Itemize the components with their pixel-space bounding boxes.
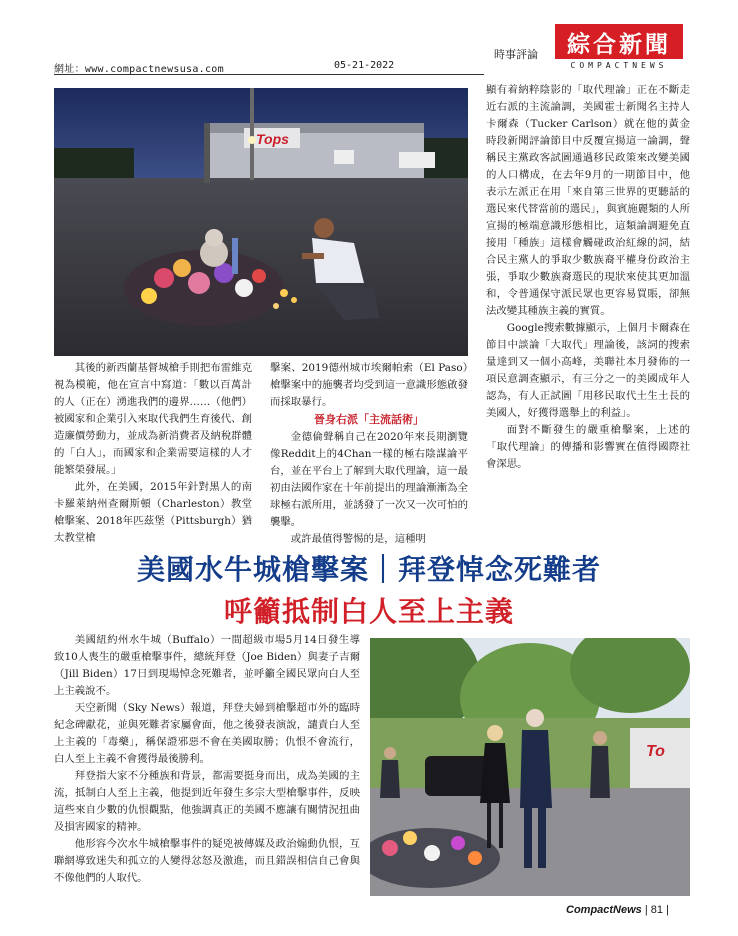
headline-line-1: 美國水牛城槍擊案｜拜登悼念死難者 bbox=[136, 553, 601, 586]
logo-title: 綜合新聞 bbox=[567, 32, 671, 58]
biden-photo-illustration bbox=[370, 638, 690, 896]
website-url: 網址：www.compactnewsusa.com bbox=[54, 64, 224, 75]
paragraph: 天空新聞（Sky News）報道，拜登夫婦到槍擊超市外的臨時紀念碑獻花，並與死難者家屬會面，他之後發表演說，譴責白人至上主義的「毒藥」，稱保證邪惡不會在美國取勝；仇恨不會流行，白人至上主義不會獲得最後勝利。 bbox=[54, 702, 360, 765]
paragraph: 顯有着納粹陰影的「取代理論」正在不斷走近右派的主流論調，美國霍士新聞名主持人卡爾森（Tucker Carlson）就在他的黃金時段新聞評論節目中反覆宣揚這一論調，聲稱民主黨政客試圖通過移民政策來改變美國的人口構成，在去年9月的一期節目中，他表示左派正在用「來自第三世界的更聽話的選民來代替當前的選民」，與賓施麗類的人所宣揚的極端意識形態相比，這類論調避免直接用「種族」這樣會觸碰政治紅線的詞，結合民主黨人的爭取少數族裔平權身份政治主張，爭取少數族裔選民的現狀來使其更加溫和，令普通保守派民眾也更容易買賬，卻無法改變其種族主義的實質。 bbox=[486, 84, 690, 317]
paragraph: 金德倫聲稱自己在2020年來長期瀏覽像Reddit上的4Chan一樣的極右陰謀論平台，並在平台上了解到大取代理論，這一最初由法國作家在十年前提出的理論漸漸為全球極右派所用，並誘發了一次又一次可怕的襲擊。 bbox=[270, 431, 468, 528]
logo-subtitle: COMPACTNEWS bbox=[570, 61, 668, 70]
paragraph: 拜登指大家不分種族和背景，都需要挺身而出，成為美國的主流，抵制白人至上主義，他提到近年發生多宗大型槍擊事件，反映這些來自少數的仇恨觀點，他強調真正的美國不應讓有關情況扭曲及損害國家的精神。 bbox=[54, 770, 360, 833]
article-bottom-column bbox=[54, 632, 360, 887]
section-subheading: 晉身右派「主流話術」 bbox=[314, 413, 424, 426]
page-header bbox=[0, 0, 738, 80]
article-top-column-1 bbox=[54, 360, 252, 547]
memorial-photo-illustration bbox=[54, 88, 468, 356]
paragraph: 或許最值得警惕的是，這種明 bbox=[290, 533, 426, 545]
paragraph: 面對不斷發生的嚴重槍擊案，上述的「取代理論」的傳播和影響實在值得國際社會深思。 bbox=[486, 424, 690, 470]
article-top-column-3 bbox=[486, 82, 690, 473]
paragraph: Google搜索數據顯示，上個月卡爾森在節目中談論「大取代」理論後，該詞的搜索量達到又一個小高峰，美聯社本月發佈的一項民意調查顯示，有三分之一的美國成年人認為，有人正試圖「用移民取代土生土長的美國人，好獲得選舉上的利益」。 bbox=[486, 322, 690, 419]
footer-brand: CompactNews bbox=[566, 904, 642, 916]
paragraph: 擊案、2019德州城市埃爾帕索（El Paso）槍擊案中的施襲者均受到這一意識形態啟發而採取暴行。 bbox=[270, 362, 468, 408]
page-number: | 81 | bbox=[644, 904, 669, 916]
paragraph: 美國紐約州水牛城（Buffalo）一間超級市場5月14日發生導致10人喪生的嚴重槍擊事件，總統拜登（Joe Biden）與妻子吉爾（Jill Biden）17日到現場悼念死難者，並呼籲全國民眾向白人至上主義說不。 bbox=[54, 634, 360, 697]
masthead-logo bbox=[555, 24, 683, 72]
article-top-column-2 bbox=[270, 360, 468, 548]
issue-date: 05-21-2022 bbox=[334, 60, 395, 71]
biden-memorial-photo bbox=[370, 638, 690, 896]
paragraph: 他形容今次水牛城槍擊事件的疑兇被傳媒及政治煽動仇恨，互聯網導致迷失和孤立的人變得忿怒及激進，而且錯誤相信自己會與不像他們的人取代。 bbox=[54, 838, 360, 884]
tops-store-sign: Tops bbox=[256, 131, 289, 147]
paragraph: 此外，在美國，2015年針對黑人的南卡羅萊納州查爾斯頓（Charleston）教堂槍擊案、2018年匹茲堡（Pittsburgh）猶太教堂槍 bbox=[54, 481, 252, 544]
headline-line-2: 呼籲抵制白人至上主義 bbox=[223, 595, 514, 628]
tops-store-sign-2: To bbox=[646, 743, 665, 760]
page-footer bbox=[566, 904, 669, 916]
header-rule bbox=[54, 74, 484, 75]
paragraph: 其後的新西蘭基督城槍手則把布雷維克視為模範，他在宣言中寫道：「數以百萬計的人（正在）湧進我們的邊界……（他們）被國家和企業引入來取代我們生育後代、創造廉價勞動力，並成為新消費者及納稅群體的「白人」，而國家和企業需要這樣的人才能繁榮發展。」 bbox=[54, 362, 252, 476]
section-label: 時事評論 bbox=[494, 48, 538, 61]
memorial-night-photo bbox=[54, 88, 468, 356]
